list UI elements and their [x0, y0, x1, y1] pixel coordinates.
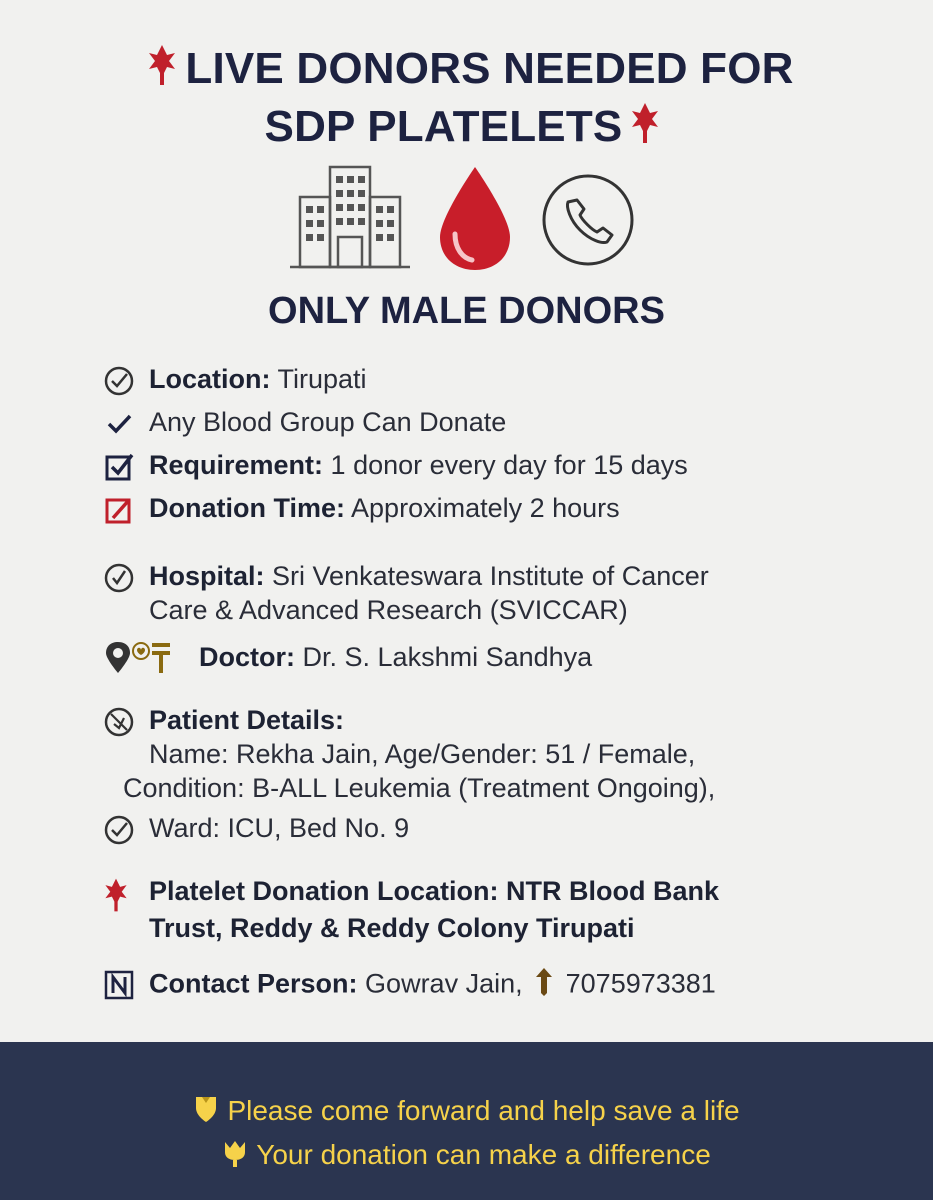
title-line-1: LIVE DONORS NEEDED FOR [185, 44, 794, 93]
medical-cross-icon [630, 101, 660, 158]
location-value: Tirupati [277, 364, 367, 394]
footer-line1-text: Please come forward and help save a life [227, 1094, 740, 1126]
donation-time-value: Approximately 2 hours [351, 493, 620, 523]
phone-icon [544, 176, 632, 264]
platelet-line1: Platelet Donation Location: NTR Blood Bank [149, 876, 720, 906]
footer-banner [0, 1042, 933, 1200]
check-circle-icon [103, 365, 135, 404]
medical-cross-icon [147, 43, 177, 100]
patient-line2: Condition: B-ALL Leukemia (Treatment Ongoing), [123, 773, 716, 803]
contact-label: Contact Person: [149, 968, 358, 999]
hospital-value-line1: Sri Venkateswara Institute of Cancer [272, 561, 709, 591]
staff-icon [152, 643, 170, 673]
title-line-2: SDP PLATELETS [264, 101, 623, 151]
doctor-label: Doctor: [199, 642, 295, 672]
hospital-label: Hospital: [149, 561, 265, 591]
n-box-icon [103, 969, 135, 1008]
checkbox-checked-icon [103, 451, 135, 490]
patient-circle-icon [103, 706, 135, 745]
check-circle-icon [103, 814, 135, 853]
patient-line1: Name: Rekha Jain, Age/Gender: 51 / Female, [149, 739, 696, 769]
hospital-icon [290, 167, 410, 267]
location-pin-icon [106, 642, 130, 673]
platelet-line2: Trust, Reddy & Reddy Colony Tirupati [149, 913, 635, 943]
requirement-value: 1 donor every day for 15 days [330, 450, 688, 480]
page-title [0, 42, 933, 158]
contact-name: Gowrav Jain, [365, 968, 523, 999]
donation-time-label: Donation Time: [149, 493, 346, 523]
footer-line-2 [0, 1138, 933, 1175]
phone-pin-icon [534, 967, 554, 1004]
footer-line2-text: Your donation can make a difference [256, 1138, 711, 1170]
tulip-icon [222, 1138, 248, 1175]
hospital-value-line2: Care & Advanced Research (SVICCAR) [149, 595, 628, 625]
medical-cross-icon [103, 877, 129, 920]
footer-line-1 [0, 1094, 933, 1131]
edit-box-icon [103, 494, 135, 533]
requirement-label: Requirement: [149, 450, 324, 480]
check-circle-icon [103, 562, 135, 601]
blood-group-text: Any Blood Group Can Donate [149, 407, 507, 437]
patient-label: Patient Details: [149, 705, 345, 735]
doctor-value: Dr. S. Lakshmi Sandhya [302, 642, 593, 672]
subtitle: ONLY MALE DONORS [268, 290, 665, 332]
icon-row [0, 162, 933, 272]
blood-drop-icon [440, 167, 510, 270]
contact-phone[interactable]: 7075973381 [565, 968, 716, 999]
shield-icon [193, 1094, 219, 1131]
heart-badge-icon [133, 643, 149, 659]
doctor-icons [103, 641, 193, 682]
patient-line3: Ward: ICU, Bed No. 9 [149, 813, 410, 843]
checkmark-icon [103, 408, 135, 447]
location-label: Location: [149, 364, 271, 394]
